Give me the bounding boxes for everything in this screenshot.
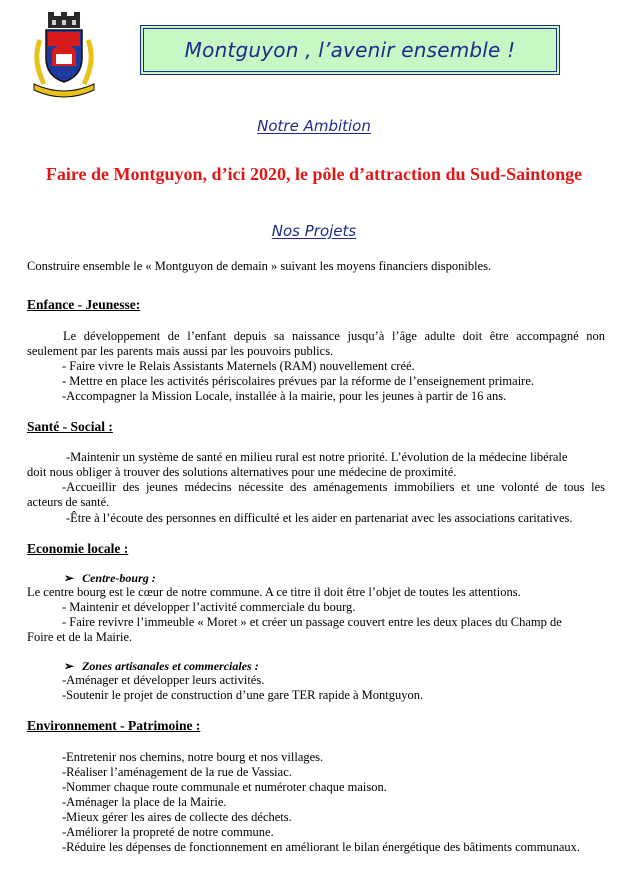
list-item: -Entretenir nos chemins, notre bourg et nos villages.: [62, 750, 324, 764]
slogan-text: Montguyon , l’avenir ensemble !: [184, 38, 516, 62]
subsection-title: Centre-bourg :: [82, 571, 156, 585]
ambition-title: Notre Ambition: [257, 117, 371, 135]
list-item: -Réduire les dépenses de fonctionnement en améliorant le bilan énergétique des bâtiments communaux.: [62, 840, 581, 854]
subsection-title: Zones artisanales et commerciales :: [82, 659, 259, 673]
coat-of-arms-icon: [30, 10, 98, 100]
list-item: - Faire revivre l’immeuble « Moret » et créer un passage couvert entre les deux places du Champ de: [62, 615, 562, 629]
projets-intro: Construire ensemble le « Montguyon de demain » suivant les moyens financiers disponibles.: [27, 259, 492, 273]
centre-line: Le centre bourg est le cœur de notre commune. A ce titre il doit être l’objet de toutes les attentions.: [27, 585, 521, 599]
sante-paragraph: -Accueillir des jeunes médecins nécessite des aménagements immobiliers et une volonté de tous les: [62, 480, 605, 494]
list-item: - Maintenir et développer l’activité commerciale du bourg.: [62, 600, 356, 614]
sante-paragraph-cont: acteurs de santé.: [27, 495, 110, 509]
section-title-sante: Santé - Social :: [27, 419, 113, 434]
sante-paragraph: -Être à l’écoute des personnes en difficulté et les aider en partenariat avec les associations caritatives.: [66, 511, 573, 525]
sante-paragraph: -Maintenir un système de santé en milieu rural est notre priorité. L’évolution de la médecine libérale: [66, 450, 568, 464]
list-item: - Faire vivre le Relais Assistants Maternels (RAM) nouvellement créé.: [62, 359, 415, 373]
list-item: -Soutenir le projet de construction d’une gare TER rapide à Montguyon.: [62, 688, 424, 702]
arrow-bullet-icon: ➢: [64, 659, 75, 673]
list-item: -Accompagner la Mission Locale, installée à la mairie, pour les jeunes à partir de 16 ans.: [62, 389, 507, 403]
section-title-enfance: Enfance - Jeunesse:: [27, 297, 141, 312]
list-item: -Aménager la place de la Mairie.: [62, 795, 227, 809]
enfance-paragraph: Le développement de l’enfant depuis sa naissance jusqu’à l’âge adulte doit être accompagné non: [63, 329, 605, 343]
list-item: -Améliorer la propreté de notre commune.: [62, 825, 274, 839]
subsection-zones: [64, 659, 259, 674]
subsection-centre-bourg: [64, 571, 156, 586]
list-item: - Mettre en place les activités périscolaires prévues par la réforme de l’enseignement primaire.: [62, 374, 535, 388]
section-title-economie: Economie locale :: [27, 541, 129, 556]
enfance-paragraph-cont: seulement par les parents mais aussi par les pouvoirs publics.: [27, 344, 334, 358]
list-item: -Réaliser l’aménagement de la rue de Vassiac.: [62, 765, 292, 779]
arrow-bullet-icon: ➢: [64, 571, 75, 585]
sante-paragraph-cont: doit nous obliger à trouver des solutions alternatives pour une médecine de proximité.: [27, 465, 457, 479]
list-item-cont: Foire et de la Mairie.: [27, 630, 133, 644]
list-item: -Nommer chaque route communale et numéroter chaque maison.: [62, 780, 387, 794]
list-item: -Mieux gérer les aires de collecte des déchets.: [62, 810, 292, 824]
ambition-headline: Faire de Montguyon, d’ici 2020, le pôle d’attraction du Sud-Saintonge: [45, 164, 583, 184]
section-title-environnement: Environnement - Patrimoine :: [27, 718, 201, 733]
slogan-box: [140, 25, 560, 75]
projets-title: Nos Projets: [271, 222, 357, 240]
list-item: -Aménager et développer leurs activités.: [62, 673, 265, 687]
